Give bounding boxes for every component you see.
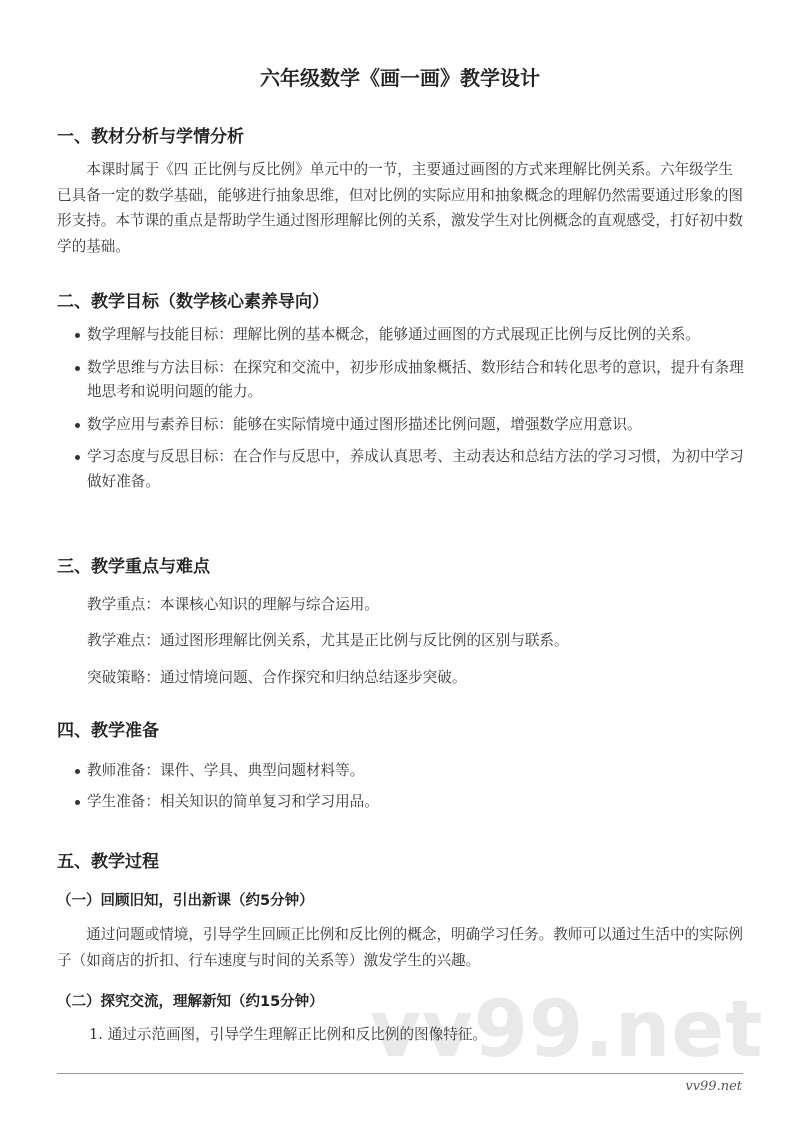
list-item-text: 教师准备：课件、学具、典型问题材料等。	[87, 762, 365, 779]
subsection-2-item-1: 1. 通过示范画图，引导学生理解正比例和反比例的图像特征。	[89, 1026, 488, 1043]
objectives-list	[57, 323, 747, 494]
watermark: vv99.net	[370, 985, 764, 1075]
list-item	[57, 759, 747, 784]
section-2-heading: 二、教学目标（数学核心素养导向）	[57, 292, 329, 312]
subsection-2-heading: （二）探究交流，理解新知（约15分钟）	[57, 994, 324, 1010]
section-3-heading: 三、教学重点与难点	[57, 557, 210, 577]
list-item-text: 数学理解与技能目标：理解比例的基本概念，能够通过画图的方式展现正比例与反比例的关系。	[87, 326, 700, 343]
list-item-text: 数学思维与方法目标：在探究和交流中，初步形成抽象概括、数形结合和转化思考的意识，提升有条理地思考和说明问题的能力。	[87, 358, 744, 400]
footer-divider	[57, 1073, 743, 1074]
list-item-text: 学习态度与反思目标：在合作与反思中，养成认真思考、主动表达和总结方法的学习习惯，为初中学习做好准备。	[87, 448, 744, 490]
list-item-text: 学生准备：相关知识的简单复习和学习用品。	[87, 792, 379, 810]
list-item-text: 数学应用与素养目标：能够在实际情境中通过图形描述比例问题，增强数学应用意识。	[87, 415, 642, 433]
bullet-icon	[75, 366, 80, 371]
section-1-paragraph: 本课时属于《四 正比例与反比例》单元中的一节，主要通过画图的方式来理解比例关系。六年级学生已具备一定的数学基础，能够进行抽象思维，但对比例的实际应用和抽象概念的理解仍然需要通过形象的图形支持。本节课的重点是帮助学生通过图形理解比例的关系，激发学生对比例概念的直观感受，打好初中数学的基础。	[57, 161, 743, 255]
section-4-heading: 四、教学准备	[57, 721, 159, 741]
difficulty: 教学难点：通过图形理解比例关系，尤其是正比例与反比例的区别与联系。	[87, 632, 569, 649]
footer-site: vv99.net	[685, 1079, 742, 1094]
list-item	[57, 413, 747, 438]
bullet-icon	[75, 800, 80, 805]
bullet-icon	[75, 769, 80, 774]
key-point: 教学重点：本课核心知识的理解与综合运用。	[87, 596, 379, 613]
strategy: 突破策略：通过情境问题、合作探究和归纳总结逐步突破。	[87, 669, 467, 686]
bullet-icon	[75, 333, 80, 338]
list-item	[57, 445, 747, 494]
list-item	[57, 790, 747, 815]
subsection-1-heading: （一）回顾旧知，引出新课（约5分钟）	[57, 893, 314, 909]
section-5-heading: 五、教学过程	[57, 852, 159, 872]
document-title: 六年级数学《画一画》教学设计	[260, 66, 540, 90]
section-1-heading: 一、教材分析与学情分析	[57, 127, 244, 147]
preparation-list	[57, 759, 747, 814]
list-item	[57, 323, 747, 348]
bullet-icon	[75, 455, 80, 460]
subsection-1-paragraph: 通过问题或情境，引导学生回顾正比例和反比例的概念，明确学习任务。教师可以通过生活中的实际例子（如商店的折扣、行车速度与时间的关系等）激发学生的兴趣。	[57, 926, 743, 969]
list-item	[57, 356, 747, 405]
bullet-icon	[75, 423, 80, 428]
